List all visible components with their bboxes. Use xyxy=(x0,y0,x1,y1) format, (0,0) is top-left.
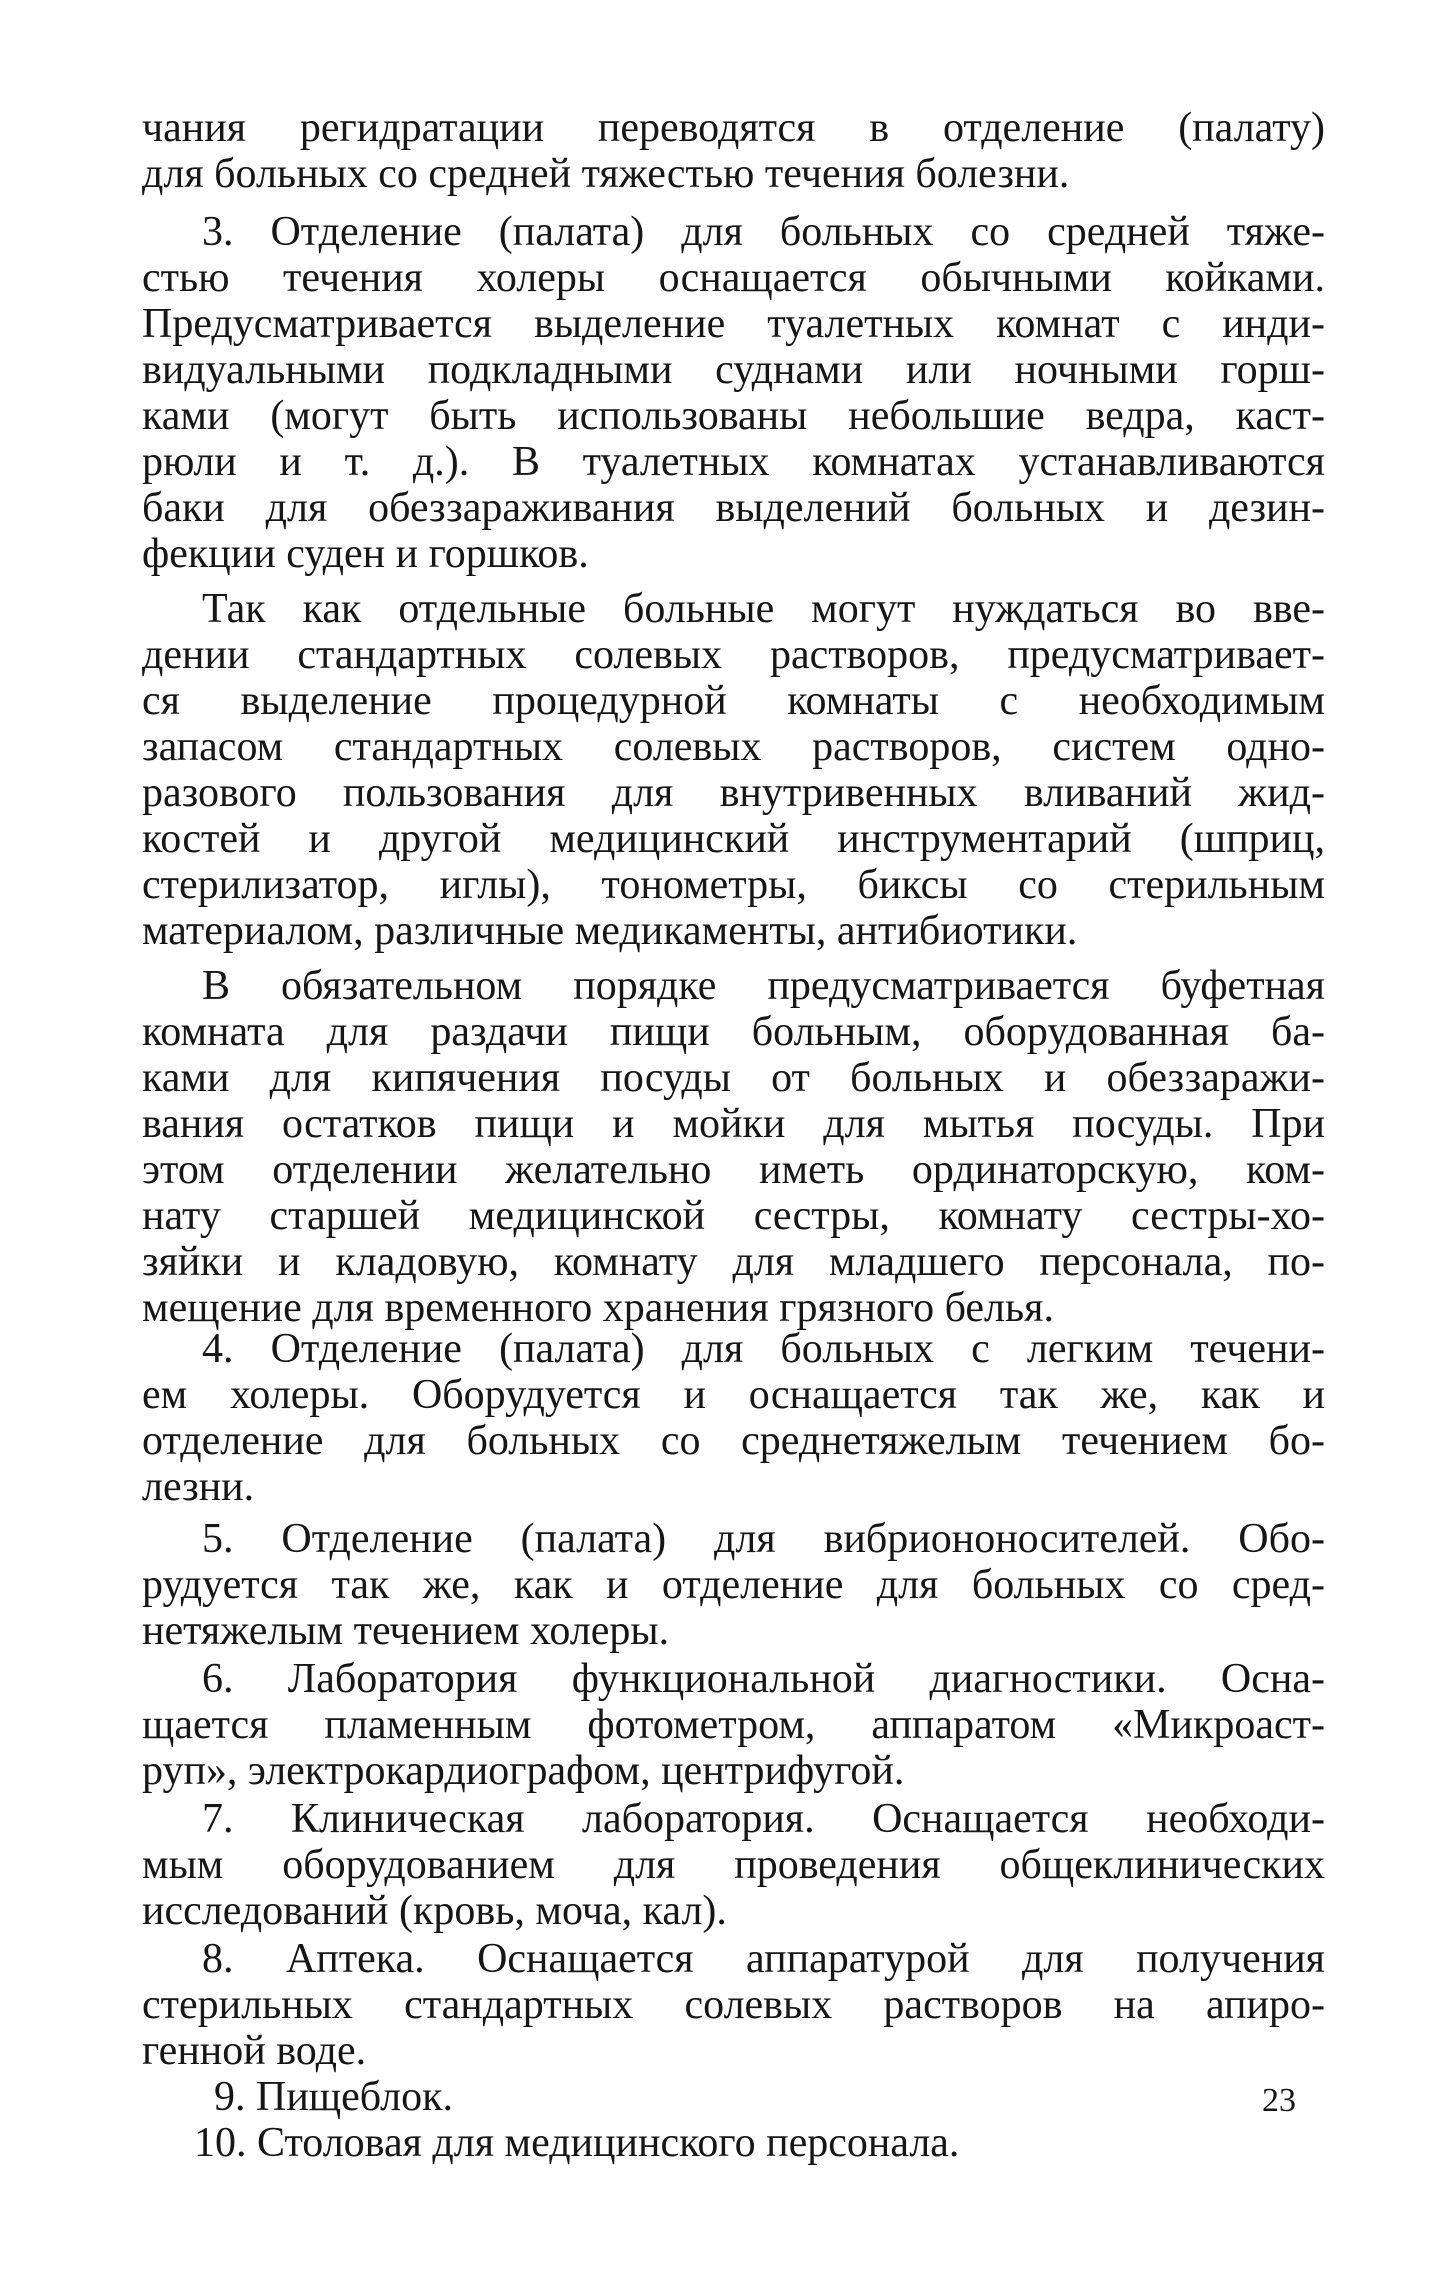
text-line: ся выделение процедурной комнаты с необходимым xyxy=(142,678,1325,724)
text-line: костей и другой медицинский инструментарий (шприц, xyxy=(142,816,1325,862)
text-line: зяйки и кладовую, комнату для младшего персонала, по- xyxy=(142,1239,1325,1285)
text-line: вания остатков пищи и мойки для мытья посуды. При xyxy=(142,1101,1325,1147)
text-line: стерильных стандартных солевых растворов на апиро- xyxy=(142,1982,1325,2028)
text-line: нату старшей медицинской сестры, комнату сестры-хо- xyxy=(142,1193,1325,1239)
text-line: чания регидратации переводятся в отделение (палату) xyxy=(142,105,1325,151)
text-line: мым оборудованием для проведения общеклинических xyxy=(142,1842,1325,1888)
text-line: фекции суден и горшков. xyxy=(142,531,589,577)
text-line: ками (могут быть использованы небольшие ведра, каст- xyxy=(142,393,1325,439)
text-line: мещение для временного хранения грязного белья. xyxy=(142,1285,1054,1331)
text-line: 6. Лаборатория функциональной диагностики. Осна- xyxy=(202,1656,1325,1702)
text-line: баки для обеззараживания выделений больных и дезин- xyxy=(142,485,1325,531)
text-line: 7. Клиническая лаборатория. Оснащается необходи- xyxy=(202,1796,1325,1842)
text-line: 4. Отделение (палата) для больных с легким течени- xyxy=(202,1326,1325,1372)
text-line: материалом, различные медикаменты, антибиотики. xyxy=(142,908,1078,954)
text-line: лезни. xyxy=(142,1464,255,1510)
text-line: 9. Пищеблок. xyxy=(214,2074,453,2120)
text-line: разового пользования для внутривенных вливаний жид- xyxy=(142,770,1325,816)
text-line: Предусматривается выделение туалетных комнат с инди- xyxy=(142,301,1325,347)
text-line: запасом стандартных солевых растворов, систем одно- xyxy=(142,724,1325,770)
text-line: исследований (кровь, моча, кал). xyxy=(142,1888,727,1934)
text-line: рудуется так же, как и отделение для больных со сред- xyxy=(142,1562,1325,1608)
text-line: щается пламенным фотометром, аппаратом «Микроаст- xyxy=(142,1702,1325,1748)
text-line: ками для кипячения посуды от больных и обеззаражи- xyxy=(142,1055,1325,1101)
text-line: руп», электрокардиографом, центрифугой. xyxy=(142,1748,905,1794)
text-line: 10. Столовая для медицинского персонала. xyxy=(194,2120,960,2166)
text-line: отделение для больных со среднетяжелым течением бо- xyxy=(142,1418,1325,1464)
text-line: этом отделении желательно иметь ординаторскую, ком- xyxy=(142,1147,1325,1193)
text-line: стерилизатор, иглы), тонометры, биксы со стерильным xyxy=(142,862,1325,908)
text-line: рюли и т. д.). В туалетных комнатах устанавливаются xyxy=(142,439,1325,485)
text-line: ем холеры. Оборудуется и оснащается так же, как и xyxy=(142,1372,1325,1418)
text-line: для больных со средней тяжестью течения болезни. xyxy=(142,151,1070,197)
text-line: видуальными подкладными суднами или ночными горш- xyxy=(142,347,1325,393)
text-line: стью течения холеры оснащается обычными койками. xyxy=(142,255,1325,301)
text-line: нетяжелым течением холеры. xyxy=(142,1608,670,1654)
text-line: 5. Отделение (палата) для вибриононосителей. Обо- xyxy=(202,1516,1325,1562)
text-line: 8. Аптека. Оснащается аппаратурой для получения xyxy=(202,1936,1325,1982)
text-line: генной воде. xyxy=(142,2028,367,2074)
text-line: В обязательном порядке предусматривается буфетная xyxy=(202,963,1325,1009)
text-line: дении стандартных солевых растворов, предусматривает- xyxy=(142,632,1325,678)
text-line: комната для раздачи пищи больным, оборудованная ба- xyxy=(142,1009,1325,1055)
page-number: 23 xyxy=(1262,2082,1296,2119)
text-line: 3. Отделение (палата) для больных со средней тяже- xyxy=(202,209,1325,255)
text-line: Так как отдельные больные могут нуждаться во вве- xyxy=(202,586,1325,632)
